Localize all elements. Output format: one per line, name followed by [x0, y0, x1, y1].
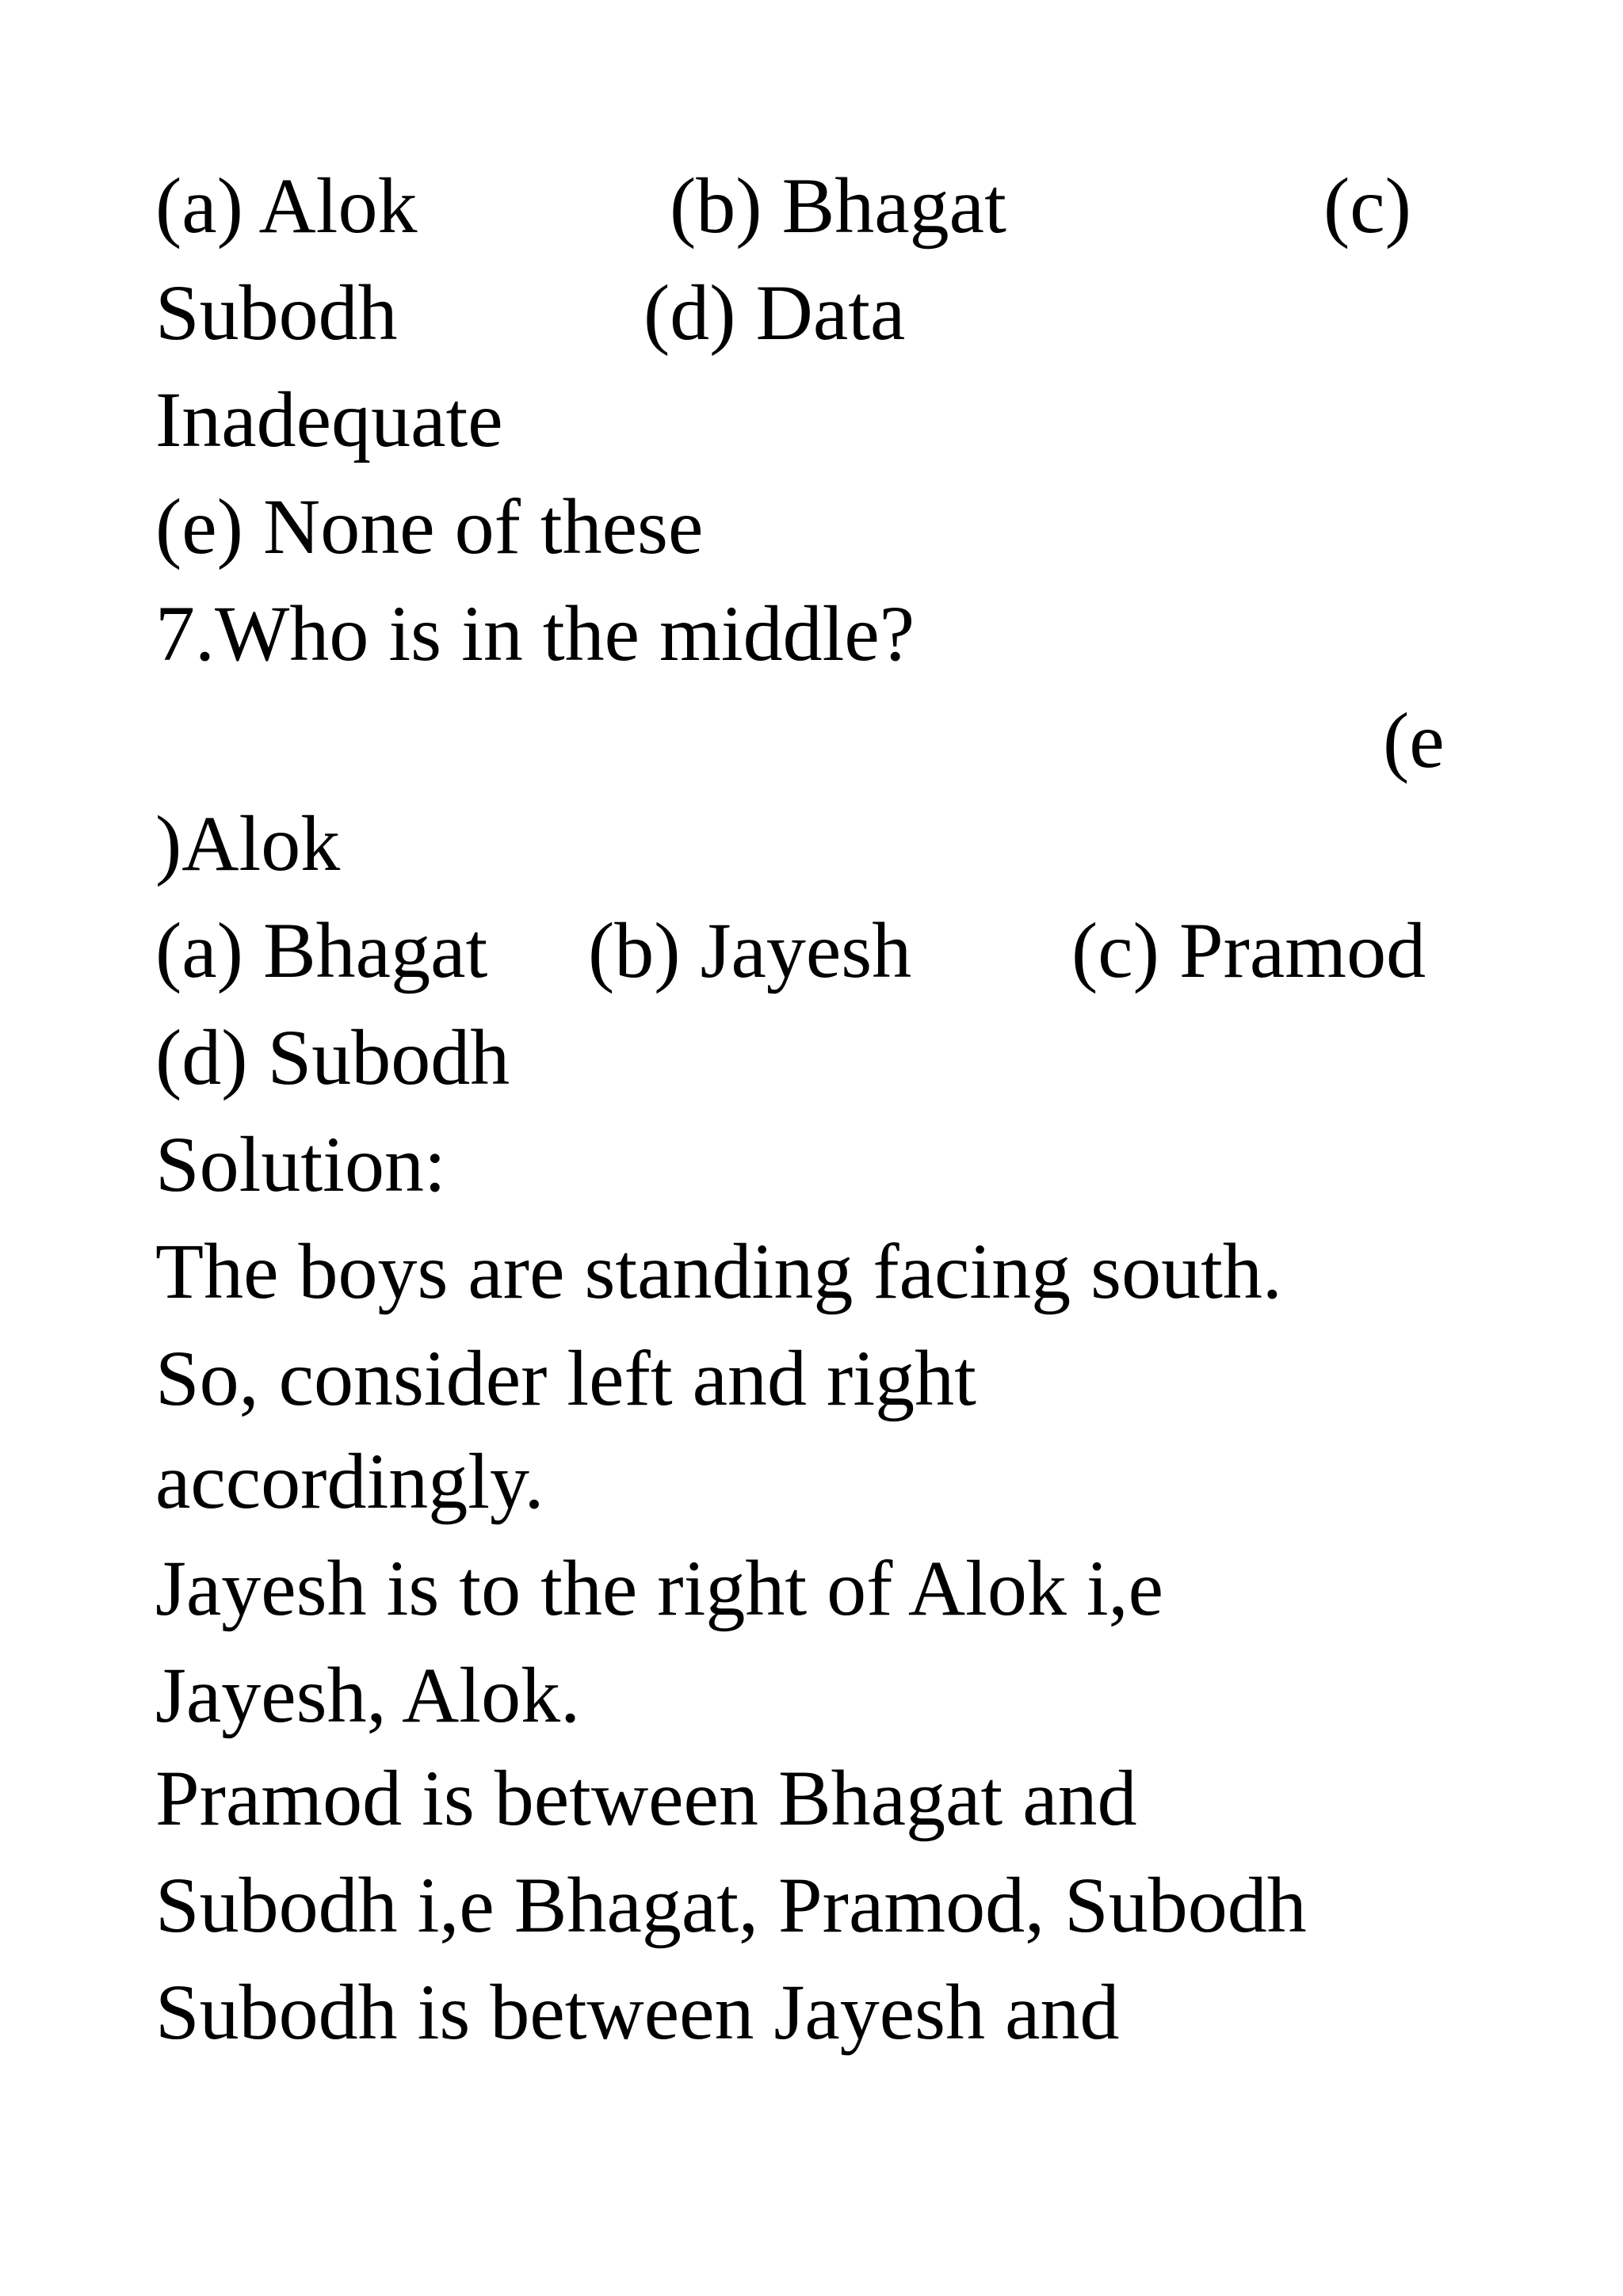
q7-option-e-value: )Alok — [155, 799, 341, 887]
q6-option-c-label: (c) — [1323, 162, 1411, 250]
solution-line: The boys are standing facing south. — [155, 1227, 1282, 1315]
q6-option-a: (a) Alok — [155, 162, 418, 250]
q7-option-c: (c) Pramod — [1071, 906, 1426, 994]
solution-line: Subodh i,e Bhagat, Pramod, Subodh — [155, 1861, 1307, 1949]
solution-line: Subodh is between Jayesh and — [155, 1968, 1120, 2056]
solution-line: Pramod is between Bhagat and — [155, 1754, 1137, 1842]
q7-question: 7.Who is in the middle? — [155, 589, 915, 677]
q7-option-e-label: (e — [1383, 696, 1445, 784]
solution-line: Jayesh, Alok. — [155, 1651, 581, 1739]
solution-line: So, consider left and right — [155, 1334, 976, 1422]
q7-option-b: (b) Jayesh — [588, 906, 912, 994]
solution-line: accordingly. — [155, 1437, 544, 1525]
q6-option-d: (d) Data — [643, 269, 906, 357]
solution-heading: Solution: — [155, 1120, 446, 1208]
q6-option-e: (e) None of these — [155, 482, 704, 570]
q6-option-b: (b) Bhagat — [670, 162, 1006, 250]
q6-option-c-value: Subodh — [155, 269, 398, 357]
q7-option-a: (a) Bhagat — [155, 906, 488, 994]
q7-option-d: (d) Subodh — [155, 1013, 510, 1101]
q6-option-d-continued: Inadequate — [155, 376, 503, 463]
solution-line: Jayesh is to the right of Alok i,e — [155, 1544, 1164, 1632]
